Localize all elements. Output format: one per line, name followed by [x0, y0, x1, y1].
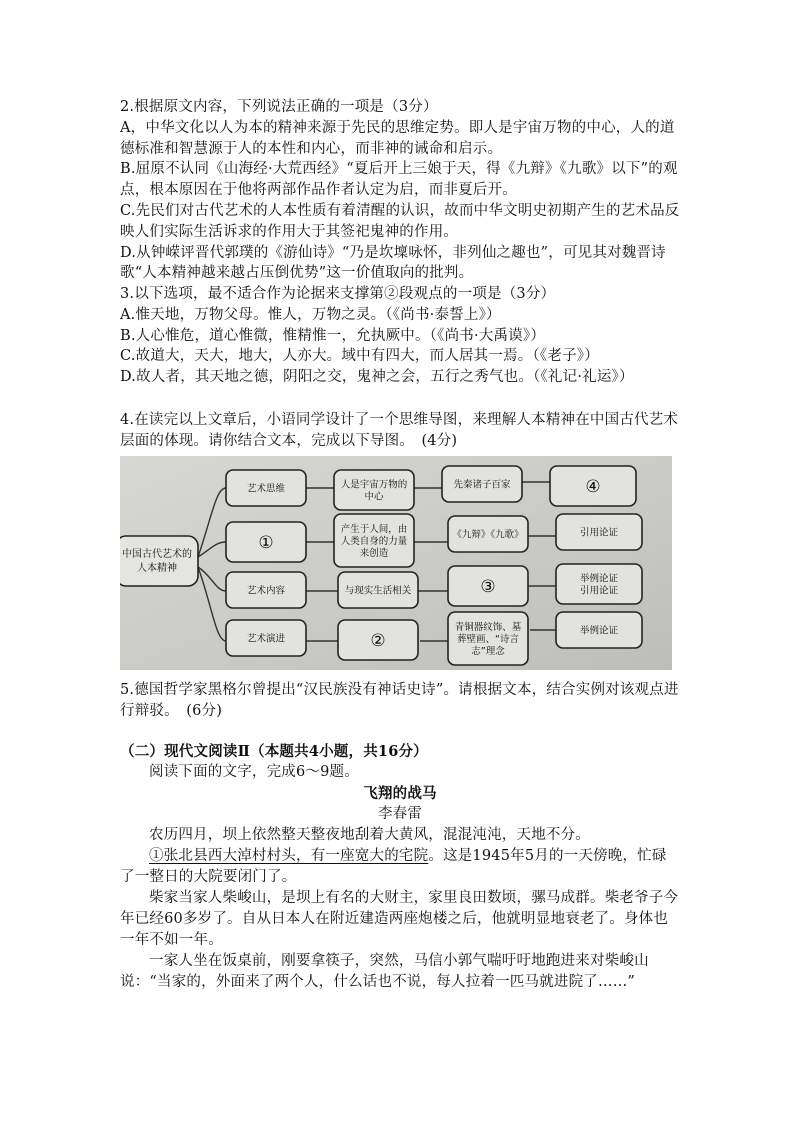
mindmap-node-r1-c2	[334, 470, 414, 510]
story-author: 李春雷	[377, 806, 423, 822]
story-paragraph-2	[120, 846, 680, 888]
root-label-line-2: 人本精神	[137, 563, 177, 574]
mindmap-node-text: 来创造	[359, 547, 389, 559]
q3-stem: 3.以下选项，最不适合作为论据来支撑第②段观点的一项是（3分）	[120, 286, 556, 302]
question-5	[120, 680, 680, 722]
mindmap-node-r3-c4	[556, 564, 642, 604]
mindmap-node-text: 艺术演进	[246, 633, 286, 645]
q2-option-b: B.屈原不认同《山海经·大荒西经》“夏后开上三娘于天，得《九辩》《九歌》以下”的观点，根本原因在于他将两部作品作者认定为启，而非夏后开。	[120, 161, 678, 199]
section-instruction: 阅读下面的文字，完成6～9题。	[149, 764, 359, 780]
q2-option-a: A，中华文化以人为本的精神来源于先民的思维定势。即人是宇宙万物的中心，人的道德标准和智慧源于人的本性和内心，而非神的诫命和启示。	[120, 119, 675, 157]
mindmap-node-r2-c3	[448, 516, 528, 552]
mindmap-node-text: 先秦诸子百家	[453, 479, 511, 491]
mindmap-node-r3-c3	[448, 566, 528, 606]
story-title: 飞翔的战马	[363, 785, 437, 802]
mindmap-node-r4-c4	[556, 612, 642, 648]
mindmap-node-r3-c1	[226, 572, 306, 608]
mind-map	[120, 456, 672, 670]
mindmap-node-text: 中心	[364, 491, 384, 503]
mindmap-node-r4-c2	[338, 620, 418, 660]
mindmap-node-text: 引用论证	[579, 527, 619, 539]
section-heading: （二）现代文阅读Ⅱ（本题共4小题，共16分）	[120, 743, 428, 760]
mindmap-node-text: ②	[370, 630, 386, 651]
mindmap-node-text: 举例论证	[579, 573, 619, 585]
story-paragraph-3: 柴家当家人柴峻山，是坝上有名的大财主，家里良田数顷，骡马成群。柴老爷子今年已经60多岁了。自从日本人在附近建造两座炮楼之后，他就明显地衰老了。身体也一年不如一年。	[120, 890, 679, 948]
mindmap-node-text: 葬壁画、“诗言	[457, 633, 519, 645]
mindmap-node-text: ①	[258, 532, 274, 553]
mindmap-node-r4-c1	[226, 620, 306, 656]
mindmap-node-text: 人类自身的力量	[340, 535, 408, 547]
question-4	[120, 410, 680, 452]
mindmap-node-text: 志”理念	[471, 645, 505, 657]
mindmap-node-text: 青铜器纹饰、墓	[454, 621, 522, 633]
mindmap-node-text: ③	[480, 576, 496, 597]
mindmap-node-text: 与现实生活相关	[344, 585, 412, 597]
mindmap-node-r2-c1	[226, 522, 306, 562]
mindmap-node-r2-c2	[334, 514, 414, 567]
mindmap-node-r1-c1	[226, 470, 306, 506]
mindmap-node-text: 引用论证	[579, 585, 619, 597]
story-paragraph-4: 一家人坐在饭桌前，刚要拿筷子，突然，马信小郭气喘吁吁地跑进来对柴峻山说：“当家的，外面来了两个人，什么话也不说，每人拉着一匹马就进院了……”	[120, 953, 649, 990]
q3-option-c: C.故道大，天大，地大，人亦大。域中有四大，而人居其一焉。（《老子》）	[120, 348, 599, 365]
mindmap-node-text: ④	[585, 476, 601, 497]
mindmap-node-text: 艺术内容	[246, 585, 286, 597]
mindmap-node-text: 人是宇宙万物的	[340, 479, 408, 491]
mindmap-root-node	[120, 536, 198, 586]
underlined-sentence: ①张北县西大淖村村头，有一座宽大的宅院	[149, 848, 429, 864]
q5-stem: 5.德国哲学家黑格尔曾提出“汉民族没有神话史诗”。请根据文本，结合实例对该观点进行辩驳。 (6分)	[120, 682, 679, 719]
question-2	[120, 97, 680, 284]
section-2	[120, 741, 680, 993]
q2-option-c: C.先民们对古代艺术的人本性质有着清醒的认识，故而中华文明史初期产生的艺术品反映人们实际生活诉求的作用大于其签祀鬼神的作用。	[120, 202, 680, 240]
mindmap-node-text: 艺术思维	[246, 483, 286, 495]
mindmap-node-text: 举例论证	[579, 625, 619, 637]
mindmap-node-r3-c2	[338, 572, 418, 608]
mindmap-node-r2-c4	[556, 514, 642, 550]
mindmap-node-text: 产生于人间，由	[340, 523, 408, 535]
root-label-line-1: 中国古代艺术的	[122, 549, 192, 560]
question-3	[120, 284, 680, 388]
mindmap-node-r1-c4	[550, 466, 636, 506]
q3-option-a: A.惟天地，万物父母。惟人，万物之灵。（《尚书·泰誓上》）	[120, 306, 501, 323]
mindmap-node-text: 《九辩》《九歌》	[452, 529, 524, 541]
story-paragraph-1: 农历四月，坝上依然整天整夜地刮着大黄风，混混沌沌，天地不分。	[149, 827, 590, 843]
mindmap-node-r1-c3	[442, 466, 522, 502]
q3-option-d: D.故人者，其天地之德，阴阳之交，鬼神之会，五行之秀气也。（《礼记·礼运》）	[120, 369, 634, 386]
mindmap-node-r4-c3	[448, 612, 528, 665]
paragraph-2-rest: 。这是1945年5月的一天傍晚，忙碌了一整日的大院要闭门了。	[120, 848, 667, 885]
q3-option-b: B.人心惟危，道心惟微，惟精惟一，允执厥中。（《尚书·大禹谟》）	[120, 327, 546, 344]
q4-stem: 4.在读完以上文章后，小语同学设计了一个思维导图，来理解人本精神在中国古代艺术层面的体现。请你结合文本，完成以下导图。 (4分)	[120, 412, 679, 449]
q2-stem: 2.根据原文内容，下列说法正确的一项是（3分）	[120, 99, 438, 115]
q2-option-d: D.从钟嵘评晋代郭璞的《游仙诗》“乃是坎壈咏怀，非列仙之趣也”，可见其对魏晋诗歌“人本精神越来越占压倒优势”这一价值取向的批判。	[120, 244, 666, 282]
